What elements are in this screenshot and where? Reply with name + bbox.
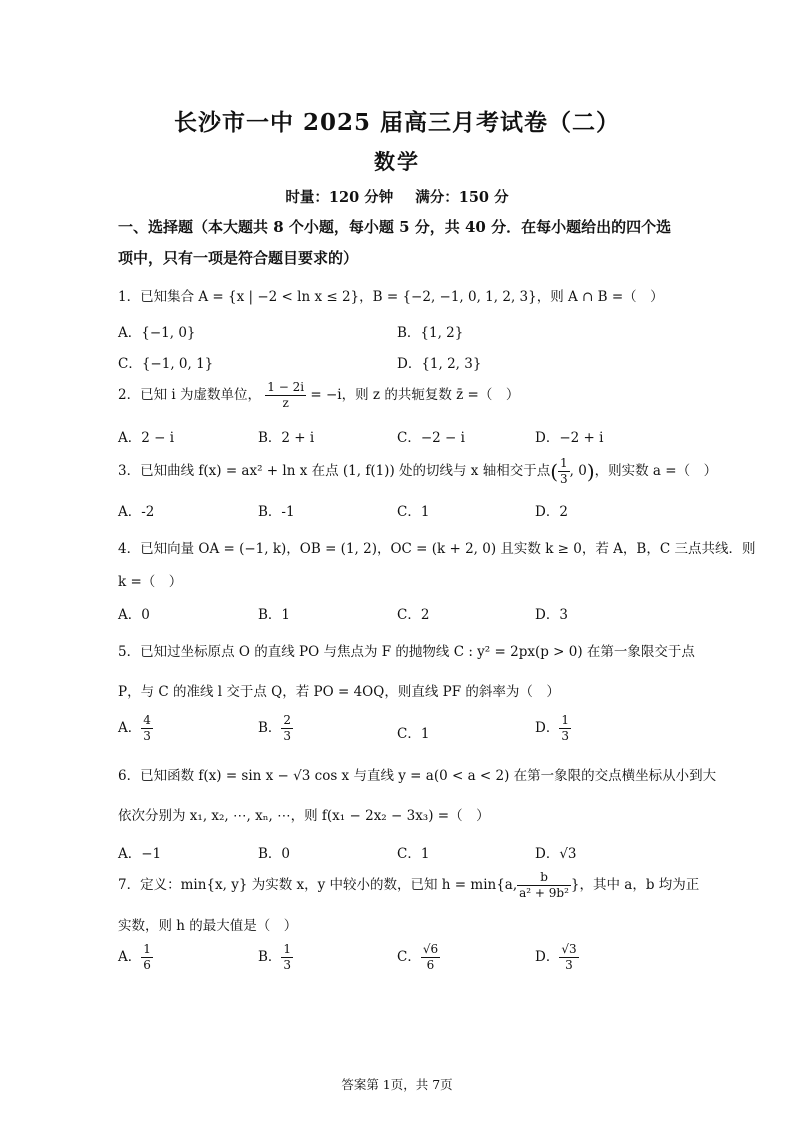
question-3-option-a: A．-2 xyxy=(118,504,155,520)
exam-time-info xyxy=(0,186,794,207)
fraction-denominator: 3 xyxy=(561,729,569,743)
question-4-stem-line1: 4．已知向量 OA = (−1, k)，OB = (1, 2)，OC = (k + 2, 0) 且实数 k ≥ 0，若 A，B，C 三点共线．则 xyxy=(118,541,756,557)
question-4-option-b: B．1 xyxy=(258,607,291,623)
fraction-denominator: 3 xyxy=(143,729,151,743)
option-label: D． xyxy=(535,949,560,965)
question-3-stem-part-b: ，则实数 a =（ ） xyxy=(594,463,718,479)
fraction-numerator: 4 xyxy=(143,713,151,727)
question-6-stem-line1: 6．已知函数 f(x) = sin x − √3 cos x 与直线 y = a(0 < a < 2) 在第一象限的交点横坐标从小到大 xyxy=(118,768,717,784)
fraction-numerator: 1 xyxy=(560,456,568,470)
fraction-denominator: a² + 9b² xyxy=(519,886,569,900)
question-7-stem-part-b: }，其中 a，b 均为正 xyxy=(570,877,700,893)
section-heading: 一、选择题（本大题共 8 个小题，每小题 5 分，共 40 分．在每小题给出的四个选项中，只有一项是符合题目要求的） xyxy=(118,218,672,267)
question-6-option-c: C．1 xyxy=(397,846,430,862)
question-2-stem xyxy=(118,380,519,411)
question-5-option-a xyxy=(118,713,153,744)
fraction-denominator: z xyxy=(282,396,289,410)
question-4-option-d: D．3 xyxy=(535,607,568,623)
question-3-fraction xyxy=(558,456,570,487)
question-5-option-d xyxy=(535,713,571,744)
question-2-fraction xyxy=(265,380,306,411)
fraction-denominator: 3 xyxy=(283,729,292,743)
fraction-denominator: 6 xyxy=(426,958,435,972)
option-fraction xyxy=(281,942,293,973)
fraction-denominator: 3 xyxy=(565,958,573,972)
question-7-option-a xyxy=(118,942,153,973)
option-label: B． xyxy=(258,949,282,965)
option-label: A． xyxy=(118,949,142,965)
fraction-numerator: 1 xyxy=(561,713,569,727)
question-1-option-c: C．{−1, 0, 1} xyxy=(118,356,214,372)
option-label: A． xyxy=(118,720,142,736)
question-7-stem-line1 xyxy=(118,870,699,901)
exam-subject: 数学 xyxy=(374,149,420,174)
question-2-stem-part-b: = −i，则 z 的共轭复数 z̄ =（ ） xyxy=(310,387,520,403)
question-5-option-c: C．1 xyxy=(397,726,430,742)
fraction-numerator: 1 − 2i xyxy=(267,380,305,394)
question-5-stem-line2: P，与 C 的准线 l 交于点 Q，若 PO = 4OQ，则直线 PF 的斜率为（ ） xyxy=(118,684,560,700)
question-3-option-d: D．2 xyxy=(535,504,568,520)
fraction-numerator: √6 xyxy=(422,942,439,956)
question-7-stem-part-a: 7．定义：min{x, y} 为实数 x，y 中较小的数，已知 h = min{a, xyxy=(118,877,518,893)
fraction-numerator: √3 xyxy=(561,942,577,956)
question-5-option-b xyxy=(258,713,293,744)
option-fraction xyxy=(141,713,153,744)
exam-duration: 时量：120 分钟 xyxy=(285,189,394,206)
question-6-option-a: A．−1 xyxy=(118,846,162,862)
question-2-option-d: D．−2 + i xyxy=(535,430,604,446)
question-3-option-b: B．-1 xyxy=(258,504,295,520)
question-4-option-a: A．0 xyxy=(118,607,150,623)
option-label: B． xyxy=(258,720,282,736)
question-6-stem-line2: 依次分别为 x₁, x₂, ⋯, xₙ, ⋯，则 f(x₁ − 2x₂ − 3x₃) =（ ） xyxy=(118,808,490,824)
question-3-option-c: C．1 xyxy=(397,504,430,520)
question-7-option-c xyxy=(397,942,440,973)
fraction-denominator: 6 xyxy=(143,958,151,972)
question-7-option-d xyxy=(535,942,579,973)
question-1-option-b: B．{1, 2} xyxy=(397,325,464,341)
question-7-stem-line2: 实数，则 h 的最大值是（ ） xyxy=(118,918,298,934)
option-fraction xyxy=(281,713,293,744)
fraction-denominator: 3 xyxy=(560,472,568,486)
question-4-stem-line2: k =（ ） xyxy=(118,574,183,590)
fraction-numerator: b xyxy=(517,870,571,886)
option-label: C． xyxy=(397,949,421,965)
fraction-numerator: 1 xyxy=(143,942,151,956)
question-2-stem-part-a: 2．已知 i 为虚数单位， xyxy=(118,387,261,403)
page-footer: 答案第 1页，共 7页 xyxy=(341,1077,453,1092)
question-2-option-b: B．2 + i xyxy=(258,430,315,446)
question-1-stem: 1．已知集合 A = {x | −2 < ln x ≤ 2}，B = {−2, −1, 0, 1, 2, 3}，则 A ∩ B =（ ） xyxy=(118,289,664,305)
option-fraction xyxy=(421,942,440,973)
question-3-stem-part-a: 3．已知曲线 f(x) = ax² + ln x 在点 (1, f(1)) 处的切线与 x 轴相交于点 xyxy=(118,463,551,479)
question-7-option-b xyxy=(258,942,293,973)
fraction-denominator: 3 xyxy=(283,958,292,972)
exam-full-score: 满分：150 分 xyxy=(415,189,509,206)
question-1-option-a: A．{−1, 0} xyxy=(118,325,196,341)
question-6-option-d: D．√3 xyxy=(535,846,577,862)
question-1-option-d: D．{1, 2, 3} xyxy=(397,356,482,372)
option-fraction xyxy=(559,713,571,744)
option-label: D． xyxy=(535,720,560,736)
fraction-numerator: 1 xyxy=(283,942,292,956)
question-7-fraction xyxy=(517,870,571,901)
question-5-stem-line1: 5．已知过坐标原点 O 的直线 PO 与焦点为 F 的抛物线 C : y² = 2px(p > 0) 在第一象限交于点 xyxy=(118,644,695,660)
question-3-stem: 3．已知曲线 f(x) = ax² + ln x 在点 (1, f(1)) 处的切线与 x 轴相交于点( $\frac{1}{3}$ , 0)，则实数 a =（ ） xyxy=(118,456,718,486)
question-2-option-c: C．−2 − i xyxy=(397,430,465,446)
fraction-numerator: 2 xyxy=(283,713,292,727)
question-6-option-b: B．0 xyxy=(258,846,291,862)
question-2-option-a: A．2 − i xyxy=(118,430,175,446)
option-fraction xyxy=(559,942,578,973)
option-fraction xyxy=(141,942,153,973)
exam-title: 长沙市一中 2025 届高三月考试卷（二） xyxy=(173,109,621,136)
question-4-option-c: C．2 xyxy=(397,607,430,623)
